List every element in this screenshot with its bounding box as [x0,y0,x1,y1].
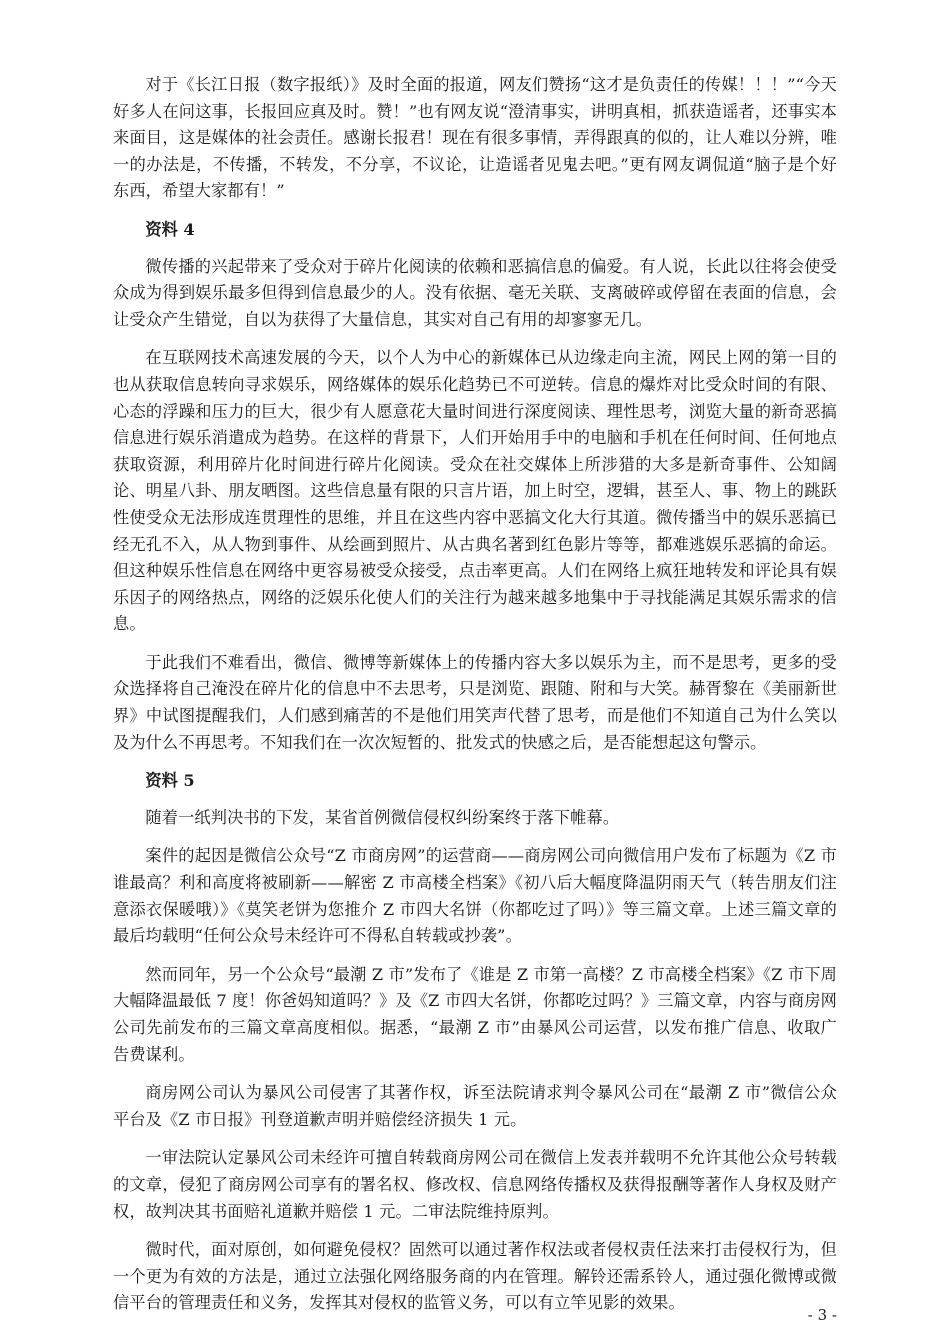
section-heading-4: 资料 4 [145,219,195,239]
document-page [113,72,837,1329]
section5-paragraph-4: 商房网公司认为暴风公司侵害了其著作权，诉至法院请求判令暴风公司在“最潮 Z 市”微信公众平台及《Z 市日报》刊登道歉声明并赔偿经济损失 1 元。 [113,1083,837,1129]
section4-paragraph-1: 微传播的兴起带来了受众对于碎片化阅读的依赖和恶搞信息的偏爱。有人说，长此以往将会使受众成为得到娱乐最多但得到信息最少的人。没有依据、毫无关联、支离破碎或停留在表面的信息，会让受众产生错觉，自以为获得了大量信息，其实对自己有用的却寥寥无几。 [113,256,837,329]
section5-paragraph-5: 一审法院认定暴风公司未经许可擅自转载商房网公司在微信上发表并载明不允许其他公众号转载的文章，侵犯了商房网公司享有的署名权、修改权、信息网络传播权及获得报酬等著作人身权及财产权，故判决其书面赔礼道歉并赔偿 1 元。二审法院维持原判。 [113,1148,837,1221]
section4-paragraph-3: 于此我们不难看出，微信、微博等新媒体上的传播内容大多以娱乐为主，而不是思考，更多的受众选择将自己淹没在碎片化的信息中不去思考，只是浏览、跟随、附和与大笑。赫胥黎在《美丽新世界》中试图提醒我们，人们感到痛苦的不是他们用笑声代替了思考，而是他们不知道自己为什么笑以及为什么不再思考。不知我们在一次次短暂的、批发式的快感之后，是否能想起这句警示。 [113,652,837,752]
section5-paragraph-3: 然而同年，另一个公众号“最潮 Z 市”发布了《谁是 Z 市第一高楼？Z 市高楼全档案》《Z 市下周大幅降温最低 7 度！你爸妈知道吗？》及《Z 市四大名饼，你都吃过吗？》三篇文章，内容与商房网公司先前发布的三篇文章高度相似。据悉，“最潮 Z 市”由暴风公司运营，以发布推广信息、收取广告费谋利。 [113,964,837,1064]
section5-paragraph-6: 微时代，面对原创，如何避免侵权？固然可以通过著作权法或者侵权责任法来打击侵权行为，但一个更为有效的方法是，通过立法强化网络服务商的内在管理。解铃还需系铃人，通过强化微博或微信平台的管理责任和义务，发挥其对侵权的监管义务，可以有立竿见影的效果。 [113,1240,837,1313]
section5-paragraph-2: 案件的起因是微信公众号“Z 市商房网”的运营商——商房网公司向微信用户发布了标题为《Z 市谁最高？利和高度将被刷新——解密 Z 市高楼全档案》《初八后大幅度降温阴雨天气（转告朋友们注意添衣保暖哦）》《莫笑老饼为您推介 Z 市四大名饼（你都吃过了吗）》等三篇文章。上述三篇文章的最后均载明“任何公众号未经许可不得私自转载或抄袭”。 [113,846,837,946]
section4-paragraph-2: 在互联网技术高速发展的今天，以个人为中心的新媒体已从边缘走向主流，网民上网的第一目的也从获取信息转向寻求娱乐，网络媒体的娱乐化趋势已不可逆转。信息的爆炸对比受众时间的有限、心态的浮躁和压力的巨大，很少有人愿意花大量时间进行深度阅读、理性思考，浏览大量的新奇恶搞信息进行娱乐消遣成为趋势。在这样的背景下，人们开始用手中的电脑和手机在任何时间、任何地点获取资源，利用碎片化时间进行碎片化阅读。受众在社交媒体上所涉猎的大多是新奇事件、公知阔论、明星八卦、朋友晒图。这些信息量有限的只言片语，加上时空，逻辑，甚至人、事、物上的跳跃性使受众无法形成连贯理性的思维，并且在这些内容中恶搞文化大行其道。微传播当中的娱乐恶搞已经无孔不入，从人物到事件、从绘画到照片、从古典名著到红色影片等等，都难逃娱乐恶搞的命运。但这种娱乐性信息在网络中更容易被受众接受，点击率更高。人们在网络上疯狂地转发和评论具有娱乐因子的网络热点，网络的泛娱乐化使人们的关注行为越来越多地集中于寻找能满足其娱乐需求的信息。 [113,348,837,634]
paragraph-intro: 对于《长江日报（数字报纸）》及时全面的报道，网友们赞扬“这才是负责任的传媒！！！”“今天好多人在问这事，长报回应真及时。赞！”也有网友说“澄清事实，讲明真相，抓获造谣者，还事实本来面目，这是媒体的社会责任。感谢长报君！现在有很多事情，弄得跟真的似的，让人难以分辨，唯一的办法是，不传播，不转发，不分享，不议论，让造谣者见鬼去吧。”更有网友调侃道“脑子是个好东西，希望大家都有！” [113,75,837,201]
page-number: - 3 - [807,1306,837,1324]
section-heading-5: 资料 5 [145,771,195,791]
section5-paragraph-1: 随着一纸判决书的下发，某省首例微信侵权纠纷案终于落下帷幕。 [145,807,620,827]
